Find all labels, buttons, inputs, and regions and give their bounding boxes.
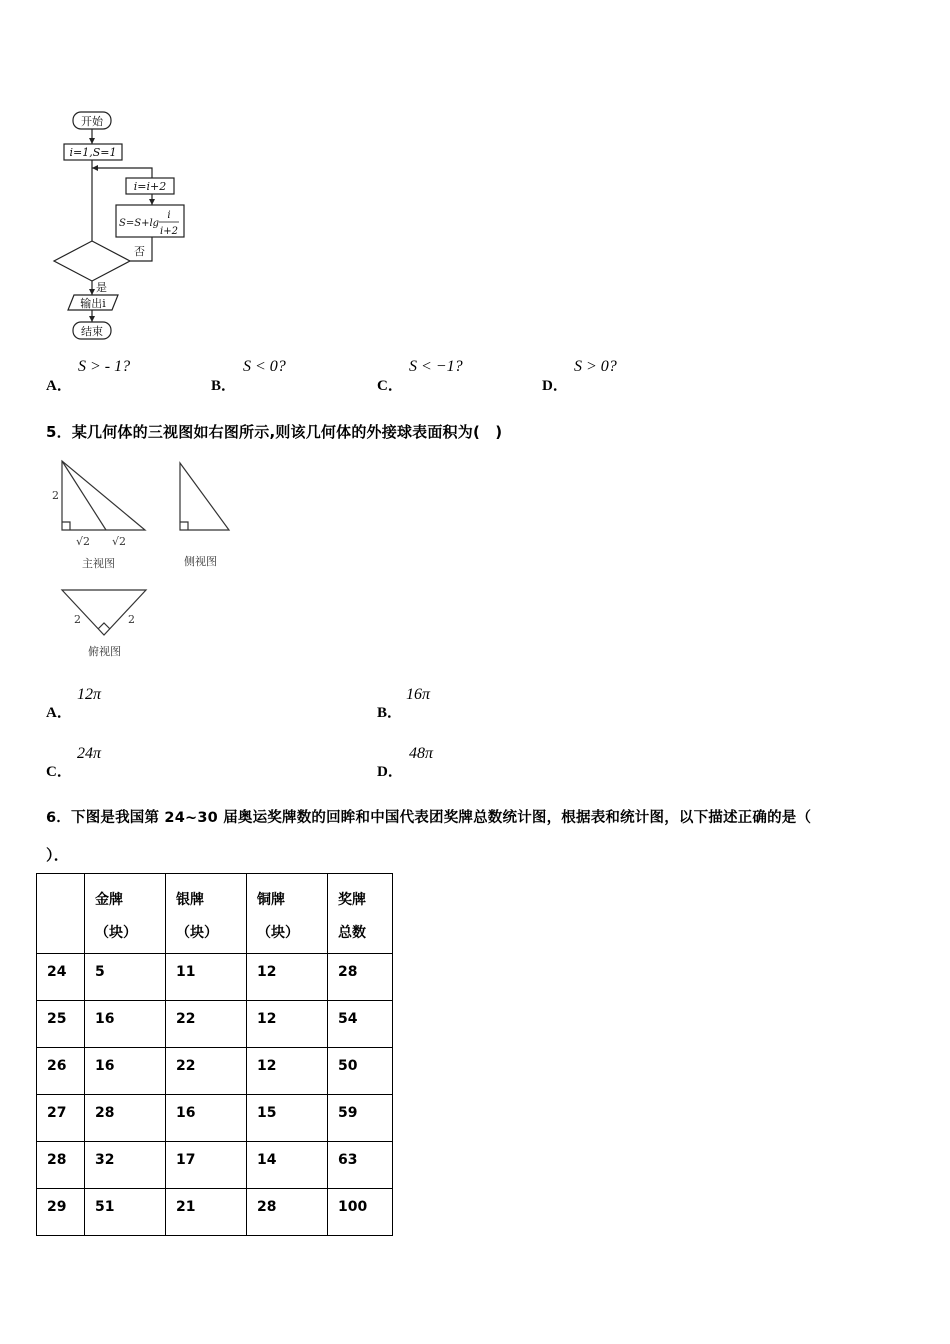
silver-cell: 22 (166, 1001, 247, 1048)
flowchart-start-label: 开始 (81, 115, 103, 128)
q5-option-a-value[interactable]: 12π (77, 686, 102, 703)
side-view-label: 侧视图 (184, 555, 217, 568)
front-view-base-left: √2 (76, 535, 91, 548)
q4-option-c-letter: C． (377, 378, 403, 394)
front-view-height: 2 (52, 489, 59, 502)
flowchart-decision (54, 241, 130, 281)
q4-option-d-letter: D． (542, 378, 568, 394)
flowchart-yes-label: 是 (96, 281, 107, 294)
silver-cell: 11 (166, 954, 247, 1001)
silver-cell: 22 (166, 1048, 247, 1095)
front-view-label: 主视图 (82, 557, 115, 570)
header-cell-gold (85, 874, 166, 954)
table-row (37, 1142, 393, 1189)
gold-cell: 32 (85, 1142, 166, 1189)
games-cell: 26 (37, 1048, 85, 1095)
games-cell: 29 (37, 1189, 85, 1236)
q5-option-c-value[interactable]: 24π (77, 745, 102, 762)
q4-option-b-letter: B． (211, 378, 237, 394)
top-view-right-length: 2 (128, 613, 135, 626)
q4-option-a-letter: A． (46, 378, 72, 394)
bronze-cell: 15 (247, 1095, 328, 1142)
flowchart-update-num: i (167, 210, 171, 221)
total-cell: 59 (328, 1095, 393, 1142)
silver-cell: 16 (166, 1095, 247, 1142)
front-view-triangle (62, 461, 145, 530)
header-bronze-line1: 铜牌 (257, 892, 285, 908)
q6-question-text-line2: ）． (46, 846, 69, 864)
flowchart-no-label: 否 (134, 245, 145, 258)
flowchart-figure (48, 108, 198, 343)
q5-question-text: 5．某几何体的三视图如右图所示,则该几何体的外接球表面积为( ) (46, 423, 503, 441)
gold-cell: 16 (85, 1001, 166, 1048)
gold-cell: 16 (85, 1048, 166, 1095)
bronze-cell: 12 (247, 1001, 328, 1048)
header-total-line2: 总数 (338, 925, 366, 941)
gold-cell: 5 (85, 954, 166, 1001)
games-cell: 28 (37, 1142, 85, 1189)
games-cell: 24 (37, 954, 85, 1001)
gold-cell: 51 (85, 1189, 166, 1236)
silver-cell: 17 (166, 1142, 247, 1189)
table-row (37, 954, 393, 1001)
table-row (37, 1048, 393, 1095)
flowchart-update-prefix: S=S+lg (119, 218, 160, 229)
front-view-base-right: √2 (112, 535, 127, 548)
table-row (37, 1095, 393, 1142)
bronze-cell: 28 (247, 1189, 328, 1236)
three-view-figure (46, 455, 246, 665)
side-view-triangle (180, 463, 229, 530)
total-cell: 63 (328, 1142, 393, 1189)
flowchart-update-den: i+2 (160, 226, 178, 237)
q4-option-c-value[interactable]: S < −1? (409, 358, 463, 375)
header-cell-total (328, 874, 393, 954)
q4-option-d-value[interactable]: S > 0? (574, 358, 617, 375)
header-cell-silver (166, 874, 247, 954)
flowchart-increment-label: i=i+2 (133, 180, 167, 193)
top-view-label: 俯视图 (88, 645, 121, 658)
q5-option-c-letter: C． (46, 764, 72, 780)
total-cell: 28 (328, 954, 393, 1001)
bronze-cell: 12 (247, 954, 328, 1001)
header-cell-bronze (247, 874, 328, 954)
bronze-cell: 12 (247, 1048, 328, 1095)
total-cell: 100 (328, 1189, 393, 1236)
top-view-left-length: 2 (74, 613, 81, 626)
q4-option-a-value[interactable]: S > - 1? (78, 358, 131, 375)
q5-option-d-value[interactable]: 48π (409, 745, 434, 762)
table-row (37, 1001, 393, 1048)
medal-table (36, 873, 393, 1236)
flowchart-init-label: i=1,S=1 (69, 146, 117, 159)
header-bronze-line2: （块） (257, 925, 299, 941)
total-cell: 50 (328, 1048, 393, 1095)
bronze-cell: 14 (247, 1142, 328, 1189)
flowchart-output-label: 输出i (80, 297, 106, 310)
header-gold-line2: （块） (95, 925, 137, 941)
games-cell: 25 (37, 1001, 85, 1048)
header-gold-line1: 金牌 (95, 892, 123, 908)
q5-option-b-letter: B． (377, 705, 403, 721)
header-cell-blank (37, 874, 85, 954)
q5-option-d-letter: D． (377, 764, 403, 780)
q4-option-b-value[interactable]: S < 0? (243, 358, 286, 375)
q5-option-a-letter: A． (46, 705, 72, 721)
header-total-line1: 奖牌 (338, 892, 366, 908)
header-silver-line2: （块） (176, 925, 218, 941)
flowchart-end-label: 结束 (81, 325, 103, 338)
header-silver-line1: 银牌 (176, 892, 204, 908)
games-cell: 27 (37, 1095, 85, 1142)
q6-question-text-line1: 6．下图是我国第 24~30 届奥运奖牌数的回眸和中国代表团奖牌总数统计图，根据表和统计图，以下描述正确的是（ (46, 810, 812, 826)
q5-option-b-value[interactable]: 16π (406, 686, 431, 703)
medal-table-header-row (37, 874, 393, 954)
table-row (37, 1189, 393, 1236)
gold-cell: 28 (85, 1095, 166, 1142)
silver-cell: 21 (166, 1189, 247, 1236)
total-cell: 54 (328, 1001, 393, 1048)
